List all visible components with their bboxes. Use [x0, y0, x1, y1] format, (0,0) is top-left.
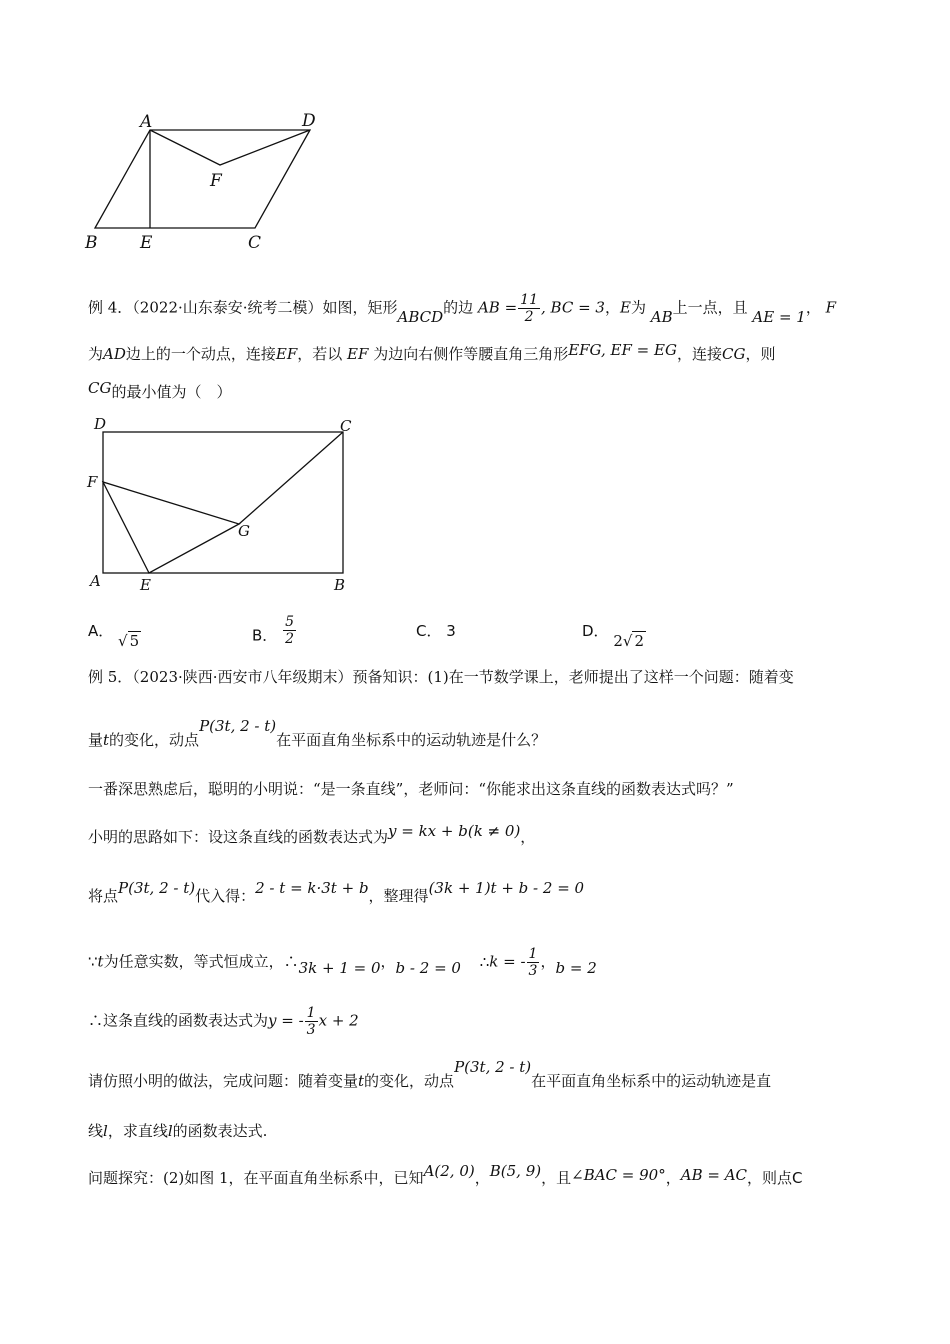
ex5-line-7: ∴这条直线的函数表达式为y = - $\frac{1}{3}$ x + 2 — [88, 1005, 359, 1038]
angle-bac: ∠BAC = 90° — [571, 1166, 666, 1184]
eq-b: b - 2 = 0 — [395, 958, 461, 977]
var-ab: AB — [650, 307, 673, 326]
label-f: F — [87, 473, 98, 491]
ab-eq-ac: AB = AC — [680, 1166, 748, 1184]
var-ef-2: EF — [347, 345, 369, 363]
ex5-line-9: 线l，求直线l的函数表达式. — [88, 1122, 268, 1140]
var-ef: EF — [275, 345, 298, 363]
label-g: G — [238, 522, 250, 540]
ex5-line-1: 例 5．（2023·陕西·西安市八年级期末）预备知识：(1)在一节数学课上，老师提出了这样一个问题：随着变 — [88, 668, 794, 686]
ex5-line-4: 小明的思路如下：设这条直线的函数表达式为y = kx + b(k ≠ 0)， — [88, 822, 536, 846]
option-d[interactable]: D． 2√ 2 — [582, 622, 644, 650]
result-x: x + 2 — [318, 1011, 359, 1030]
ex4-line-1: 例 4．（2022·山东泰安·统考二模）如图，矩形ABCD的边 AB = $\frac{11}{2}$ , BC = 3，E为 AB上一点，且 AE = 1， F — [88, 292, 837, 326]
var-l: l — [103, 1122, 108, 1140]
ex5-line-10: 问题探究：(2)如图 1，在平面直角坐标系中，已知A(2, 0)，B(5, 9)，且∠BAC = 90°，AB = AC，则点C — [88, 1162, 803, 1187]
triangle-efg — [103, 482, 239, 573]
label-d: D — [302, 111, 316, 131]
label-b: B — [85, 233, 98, 253]
eq-rearranged: (3k + 1)t + b - 2 = 0 — [428, 879, 585, 897]
ex4-edge-text: 的边 — [443, 298, 474, 317]
two-sqrt-2: 2√ 2 — [613, 632, 644, 650]
figure-rectangle — [82, 412, 362, 594]
frac-1-3: $\frac{1}{3}$ — [528, 946, 538, 979]
sqrt-5: √ 5 — [118, 632, 140, 650]
rect-name: ABCD — [397, 307, 444, 326]
label-d: D — [94, 415, 107, 433]
result-y: y = - — [268, 1011, 304, 1030]
var-c: C — [792, 1169, 803, 1187]
option-b[interactable]: B． $\frac{5}{2}$ — [252, 614, 294, 647]
point-p-2: P(3t, 2 - t) — [118, 879, 196, 897]
eq-3k: 3k + 1 = 0 — [298, 958, 381, 977]
option-c[interactable]: C． 3 — [416, 622, 456, 640]
var-f: F — [825, 298, 837, 317]
ae-eq: AE = 1 — [752, 307, 806, 326]
eq-substituted: 2 - t = k·3t + b — [255, 879, 369, 897]
option-a[interactable]: A． √ 5 — [88, 622, 140, 650]
point-p: P(3t, 2 - t) — [199, 717, 277, 735]
ex5-line-2: 量t的变化，动点P(3t, 2 - t)在平面直角坐标系中的运动轨迹是什么？ — [88, 717, 547, 749]
label-b: B — [334, 576, 346, 594]
label-e: E — [140, 576, 151, 594]
bc-eq: , BC = 3 — [541, 298, 605, 317]
ex4-prefix: 例 4．（2022·山东泰安·统考二模）如图，矩形 — [88, 298, 398, 317]
var-ad: AD — [103, 345, 126, 363]
ex4-line-2: 为AD边上的一个动点，连接EF，若以 EF 为边向右侧作等腰直角三角形EFG, EF = EG，连接CG，则 — [88, 341, 776, 363]
parallelogram-abcd — [95, 130, 310, 228]
label-e: E — [140, 233, 153, 253]
var-t: t — [103, 731, 110, 749]
figure-parallelogram — [80, 105, 340, 255]
point-a: A(2, 0) — [423, 1162, 475, 1180]
ex5-line-8: 请仿照小明的做法，完成问题：随着变量t的变化，动点P(3t, 2 - t)在平面直角坐标系中的运动轨迹是直 — [88, 1058, 772, 1090]
var-cg: CG — [721, 345, 746, 363]
ex5-line-3: 一番深思熟虑后，聪明的小明说：“是一条直线”，老师问：“你能求出这条直线的函数表达式吗？” — [88, 780, 734, 798]
frac-5-2: $\frac{5}{2}$ — [285, 614, 294, 647]
ex5-line-6: ∵t为任意实数，等式恒成立，∴3k + 1 = 0，b - 2 = 0 ∴k = - $\frac{1}{3}$ ，b = 2 — [88, 946, 597, 979]
segment-afd — [150, 130, 310, 165]
eq-linear: y = kx + b(k ≠ 0) — [388, 822, 521, 840]
label-f: F — [210, 171, 222, 191]
efg-eq: EFG, EF = EG — [568, 341, 677, 359]
label-a: A — [140, 112, 153, 132]
k-value: k = - — [489, 952, 526, 971]
label-c: C — [340, 417, 352, 435]
var-e: E — [619, 298, 631, 317]
label-c: C — [248, 233, 262, 253]
segment-gc — [239, 432, 343, 524]
label-a: A — [90, 572, 101, 590]
ab-eq: AB = — [477, 298, 518, 317]
ex5-line-5: 将点P(3t, 2 - t)代入得：2 - t = k·3t + b，整理得(3k + 1)t + b - 2 = 0 — [88, 879, 585, 905]
point-b: B(5, 9) — [489, 1162, 542, 1180]
frac-11-2: $\frac{11}{2}$ — [520, 292, 538, 325]
frac-1-3-b: $\frac{1}{3}$ — [306, 1005, 316, 1038]
ex4-line-3: CG的最小值为（ ） — [88, 379, 232, 401]
var-cg-2: CG — [88, 379, 112, 397]
b-value: b = 2 — [555, 958, 597, 977]
point-p-3: P(3t, 2 - t) — [454, 1058, 532, 1076]
